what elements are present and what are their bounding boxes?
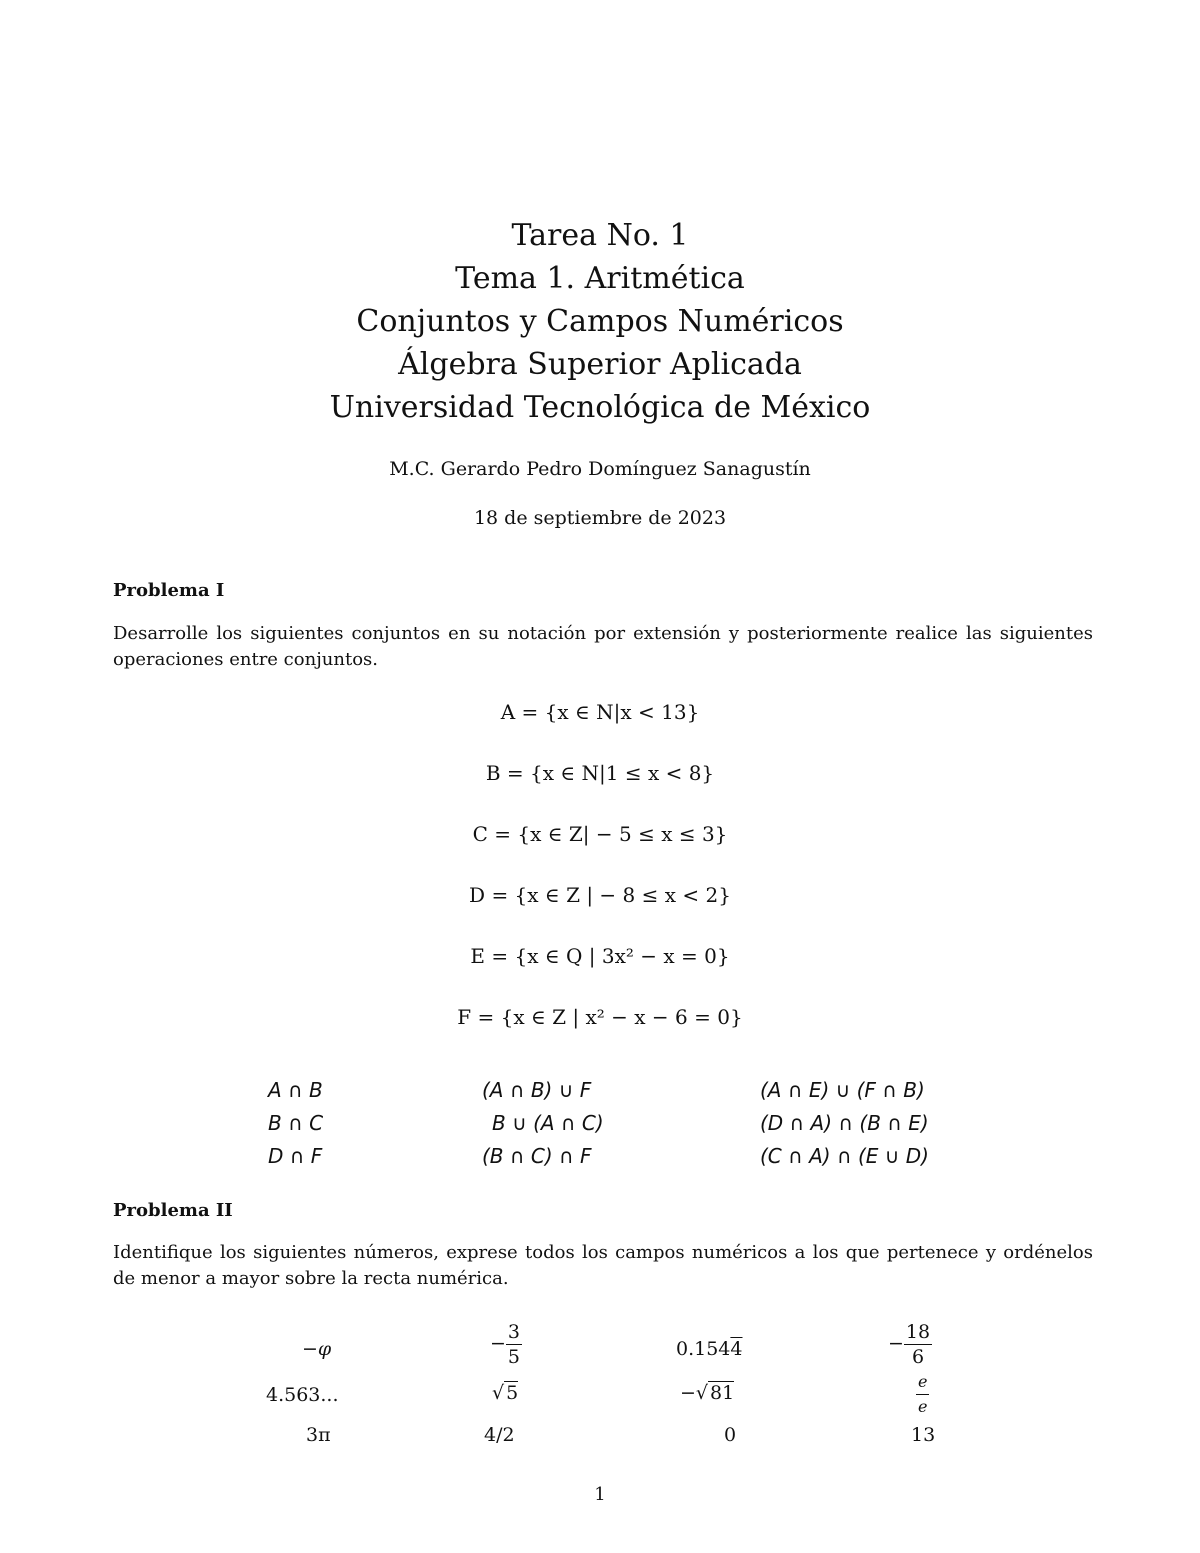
operation: (A ∩ E) ∪ (F ∩ B) (760, 1078, 925, 1102)
set-f: F = {x ∈ Z | x² − x − 6 = 0} (457, 1005, 743, 1029)
author: M.C. Gerardo Pedro Domínguez Sanagustín (389, 458, 811, 480)
title-line: Universidad Tecnológica de México (329, 390, 871, 425)
operation: A ∩ B (268, 1078, 323, 1102)
number-item: − $\frac{3}{5}$ (490, 1321, 521, 1368)
number-item: 13 (911, 1424, 936, 1446)
number-item: −√ 81 (680, 1382, 735, 1404)
date: 18 de septiembre de 2023 (473, 507, 727, 529)
set-e: E = {x ∈ Q | 3x² − x = 0} (470, 944, 730, 968)
set-c: C = {x ∈ Z| − 5 ≤ x ≤ 3} (472, 822, 728, 846)
problem1-heading: Problema I (113, 580, 225, 601)
set-a: A = {x ∈ N|x < 13} (500, 700, 700, 724)
number-item: −φ (302, 1338, 332, 1360)
title-line: Conjuntos y Campos Numéricos (356, 304, 844, 339)
operation: D ∩ F (268, 1144, 323, 1168)
number-item: 3π (306, 1424, 331, 1446)
problem2-heading: Problema II (113, 1200, 233, 1221)
set-d: D = {x ∈ Z | − 8 ≤ x < 2} (469, 883, 731, 907)
number-item: − $\frac{18}{6}$ (888, 1321, 931, 1368)
number-item: $\frac{e}{e}$ (918, 1372, 928, 1416)
number-item: 0.1544 (676, 1338, 743, 1360)
problem1-text: Desarrolle los siguientes conjuntos en su notación por extensión y posteriormente realice las siguientes operaciones entre conjuntos. (113, 623, 1093, 670)
problem2-text: Identifique los siguientes números, exprese todos los campos numéricos a los que pertenece y ordénelos de menor a mayor sobre la recta numérica. (113, 1242, 1093, 1289)
number-item: 4.563... (266, 1384, 339, 1406)
title-line: Tarea No. 1 (511, 218, 689, 253)
operation: (A ∩ B) ∪ F (482, 1078, 592, 1102)
operation: (B ∩ C) ∩ F (482, 1144, 592, 1168)
title-line: Tema 1. Aritmética (455, 261, 745, 296)
operation: B ∩ C (268, 1111, 324, 1135)
operation: B ∪ (A ∩ C) (492, 1111, 604, 1135)
number-item: 4/2 (484, 1424, 515, 1446)
title-line: Álgebra Superior Aplicada (398, 347, 802, 382)
set-b: B = {x ∈ N|1 ≤ x < 8} (485, 761, 715, 785)
title-block (0, 214, 1200, 429)
operation: (C ∩ A) ∩ (E ∪ D) (760, 1144, 929, 1168)
operation: (D ∩ A) ∩ (B ∩ E) (760, 1111, 929, 1135)
page-number: 1 (594, 1484, 606, 1505)
number-item: √ 5 (492, 1382, 519, 1404)
number-item: 0 (724, 1424, 737, 1446)
